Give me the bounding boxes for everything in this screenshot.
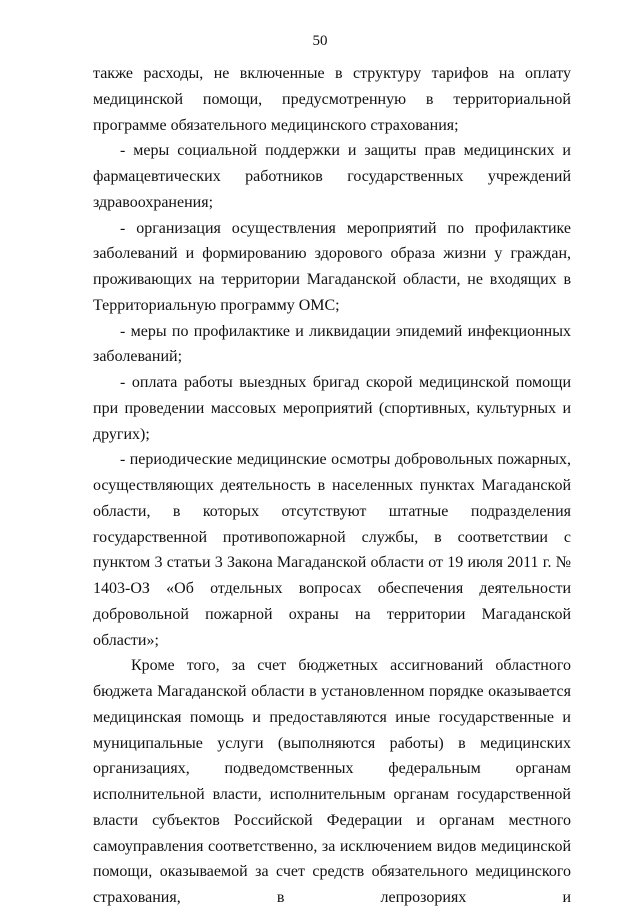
paragraph-ambulance-teams: - оплата работы выездных бригад скорой медицинской помощи при проведении массовых мероприятий (спортивных, культурных и других); <box>93 374 571 443</box>
paragraph-expenses-continuation: также расходы, не включенные в структуру тарифов на оплату медицинской помощи, предусмотренную в территориальной программе обязательного медицинского страхования; <box>93 65 571 134</box>
paragraph-epidemic-measures: - меры по профилактике и ликвидации эпидемий инфекционных заболеваний; <box>93 322 571 366</box>
paragraph-prevention-activities: - организация осуществления мероприятий по профилактике заболеваний и формированию здорового образа жизни у граждан, проживающих на территории Магаданской области, не входящих в Территориальную программу ОМС; <box>93 219 571 314</box>
paragraph-social-support: - меры социальной поддержки и защиты прав медицинских и фармацевтических работников государственных учреждений здравоохранения; <box>93 142 571 211</box>
paragraph-additional-funding: Кроме того, за счет бюджетных ассигнований областного бюджета Магаданской области в установленном порядке оказывается медицинская помощь и предоставляются иные государственные и муниципальные услуги (выполняются работы) в медицинских организациях, подведомственных федеральным органам исполнительной власти, исполнительным органам государственной власти субъектов Российской Федерации и органам местного самоуправления соответственно, за исключением видов медицинской помощи, оказываемой за счет средств обязательного медицинского страхования, в лепрозориях и <box>93 657 571 906</box>
page-number: 50 <box>312 33 328 49</box>
document-body <box>93 61 571 911</box>
paragraph-firefighter-checkups: - периодические медицинские осмотры добровольных пожарных, осуществляющих деятельность в населенных пунктах Магаданской области, в которых отсутствуют штатные подразделения государственной противопожарной службы, в соответствии с пунктом 3 статьи 3 Закона Магаданской области от 19 июля 2011 г. № 1403-ОЗ «Об отдельных вопросах обеспечения деятельности добровольной пожарной охраны на территории Магаданской области»; <box>93 451 571 649</box>
